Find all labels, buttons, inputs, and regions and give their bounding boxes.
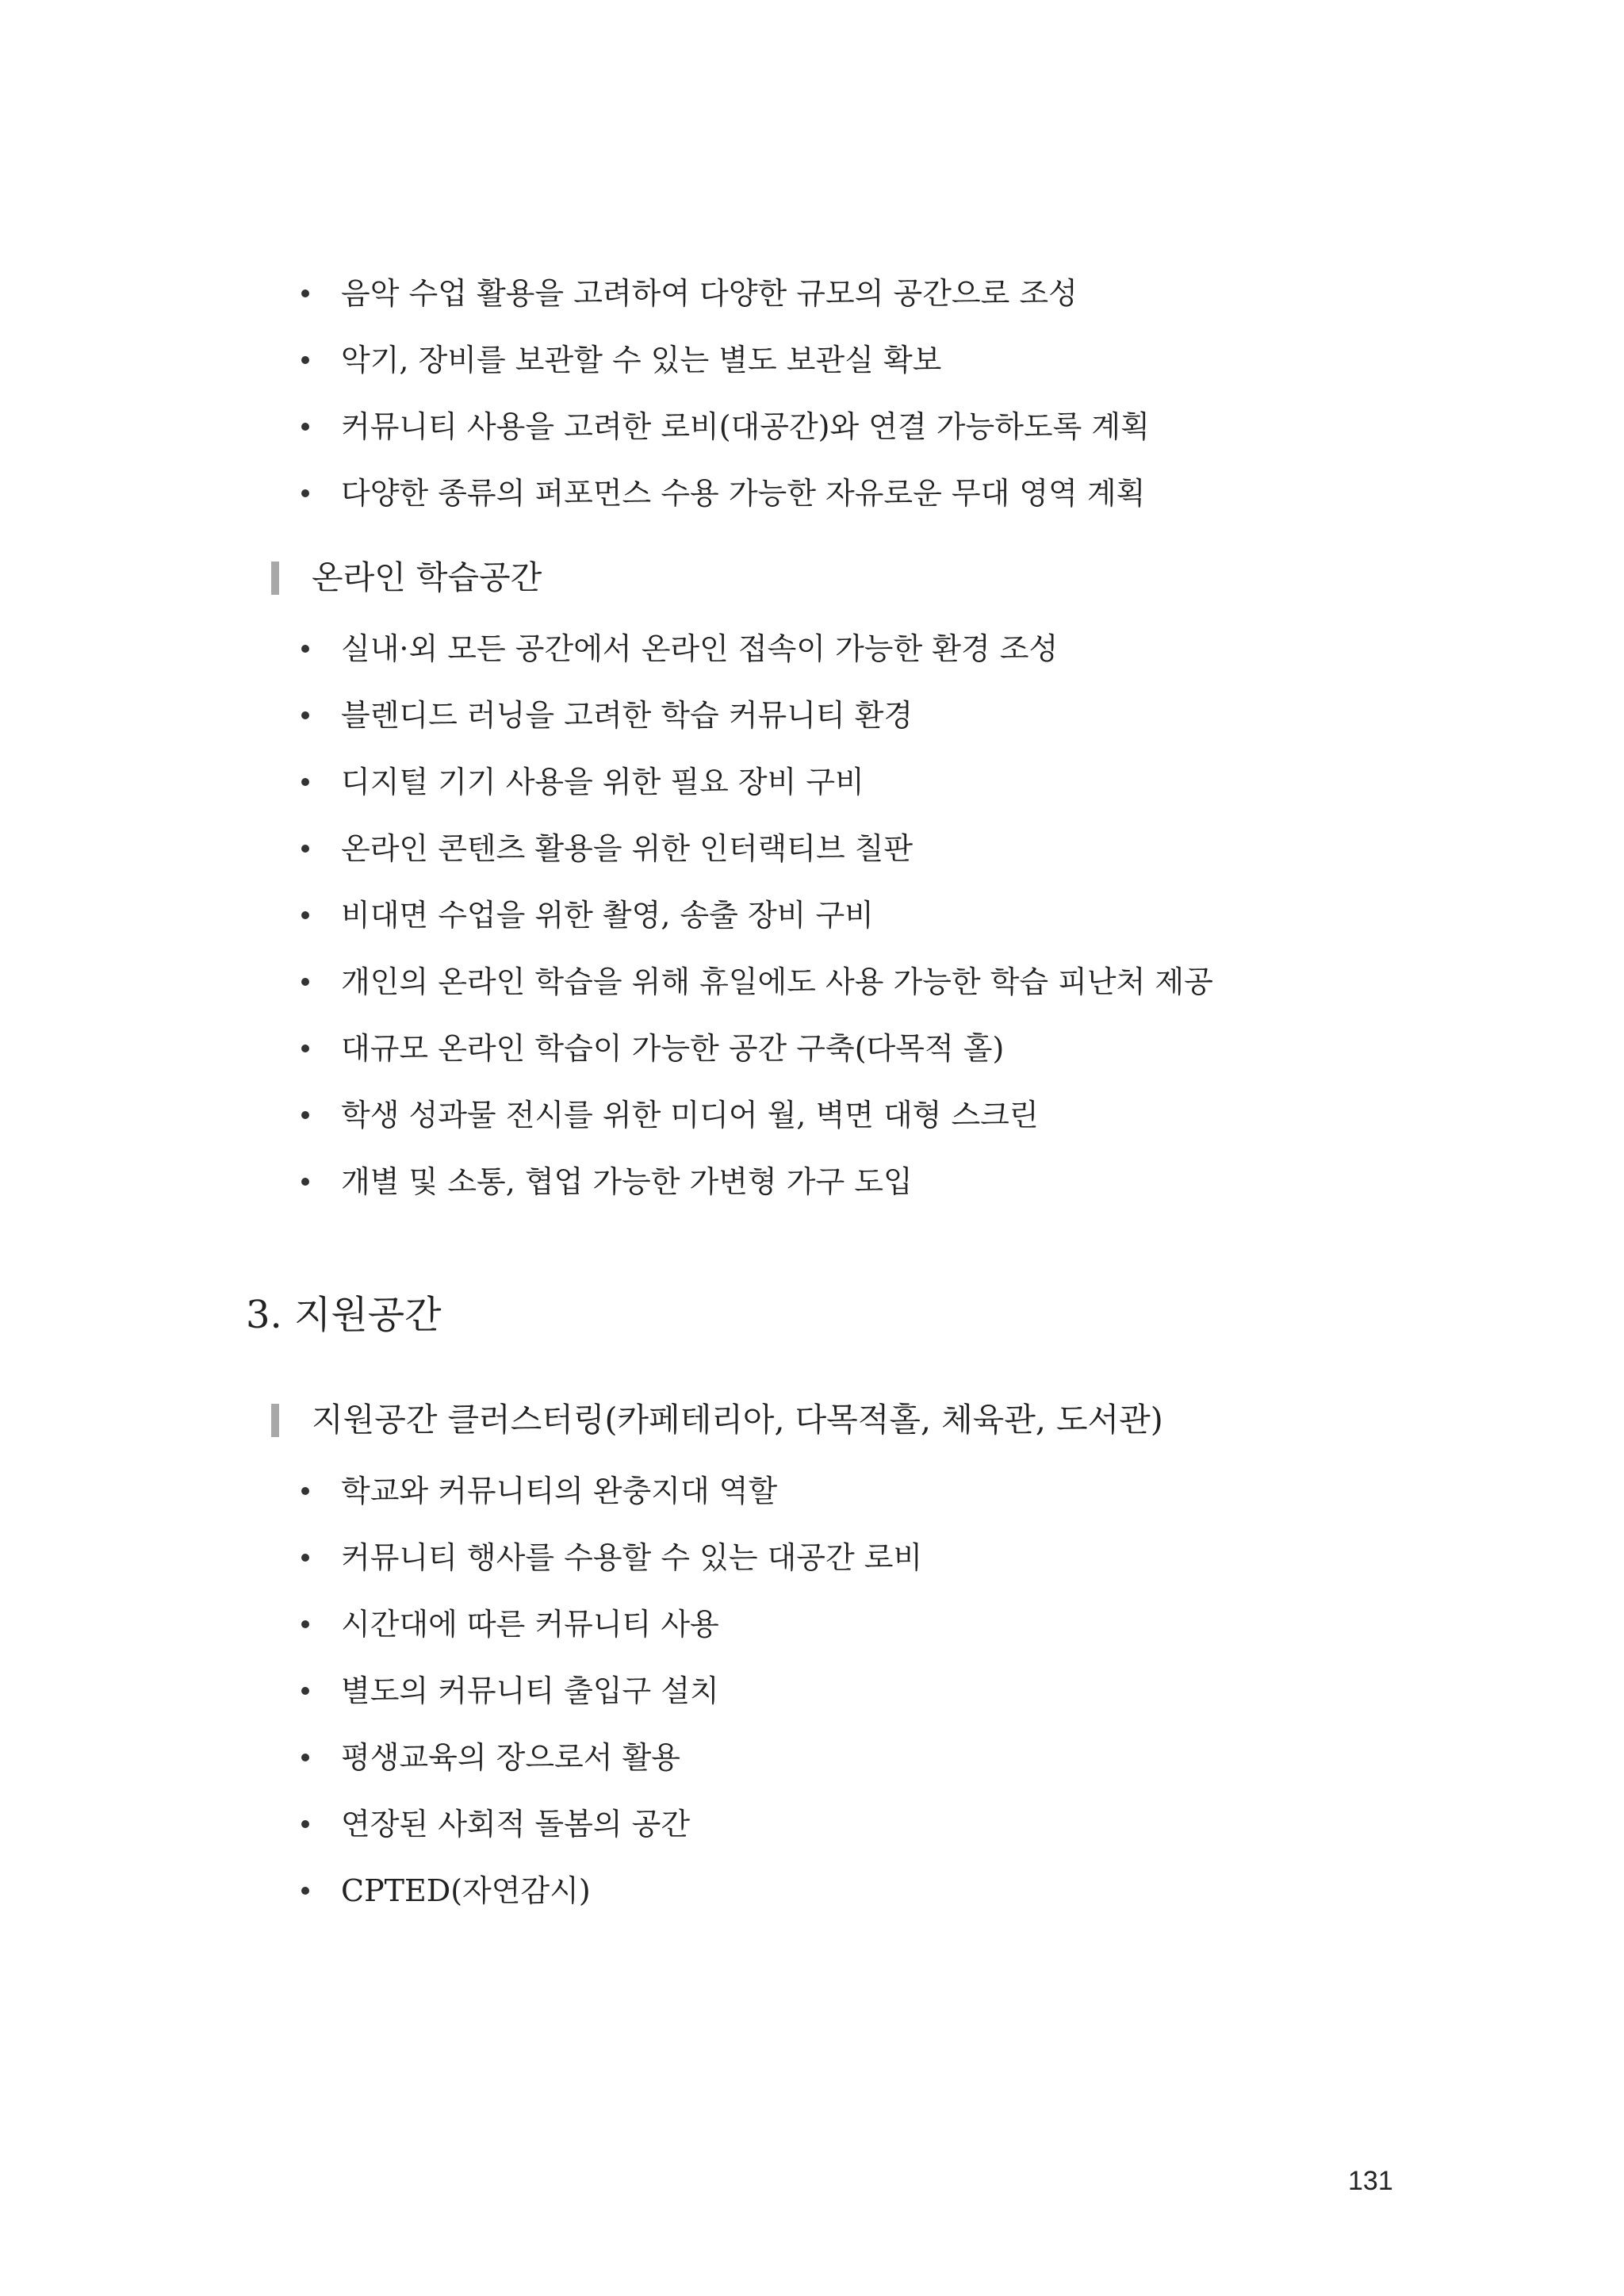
list-item-text: 악기, 장비를 보관할 수 있는 별도 보관실 확보 <box>341 343 942 378</box>
section-heading: 3. 지원공간 <box>246 1293 442 1337</box>
subheading-text: 온라인 학습공간 <box>312 558 542 596</box>
bullet-icon <box>301 845 309 853</box>
subheading-support-clustering <box>0 1382 1624 1458</box>
list-item <box>0 882 1624 949</box>
list-item <box>0 1082 1624 1148</box>
list-item-text: 음악 수업 활용을 고려하여 다양한 규모의 공간으로 조성 <box>341 276 1078 311</box>
subheading-bar-icon <box>271 1404 279 1437</box>
bullet-icon <box>301 1687 309 1695</box>
online-learning-block <box>0 539 1624 1215</box>
list-item-text: 대규모 온라인 학습이 가능한 공간 구축(다목적 홀) <box>341 1031 1005 1066</box>
list-item <box>0 1658 1624 1724</box>
list-item-text: 연장된 사회적 돌봄의 공간 <box>341 1807 691 1842</box>
bullet-icon <box>301 1820 309 1828</box>
bullet-icon <box>301 1554 309 1562</box>
page-number: 131 <box>1348 2166 1393 2196</box>
bullet-icon <box>301 1754 309 1761</box>
list-item-text: 블렌디드 러닝을 고려한 학습 커뮤니티 환경 <box>341 698 914 733</box>
list-item <box>0 1015 1624 1082</box>
list-item <box>0 749 1624 815</box>
bullet-icon <box>301 1111 309 1119</box>
bullet-icon <box>301 489 309 497</box>
top-bullet-list <box>0 260 1624 527</box>
bullet-icon <box>301 778 309 786</box>
list-item <box>0 260 1624 327</box>
list-item <box>0 393 1624 460</box>
bullet-icon <box>301 289 309 297</box>
list-item-text: CPTED(자연감시) <box>341 1873 591 1908</box>
list-item-text: 디지털 기기 사용을 위한 필요 장비 구비 <box>341 765 864 799</box>
list-item-text: 다양한 종류의 퍼포먼스 수용 가능한 자유로운 무대 영역 계획 <box>341 476 1146 511</box>
list-item <box>0 1148 1624 1215</box>
bullet-icon <box>301 911 309 919</box>
list-item-text: 시간대에 따른 커뮤니티 사용 <box>341 1607 719 1642</box>
list-item <box>0 949 1624 1015</box>
list-item-text: 개인의 온라인 학습을 위해 휴일에도 사용 가능한 학습 피난처 제공 <box>341 964 1213 999</box>
list-item <box>0 1591 1624 1658</box>
list-item-text: 실내·외 모든 공간에서 온라인 접속이 가능한 환경 조성 <box>341 631 1059 666</box>
list-item-text: 학생 성과물 전시를 위한 미디어 월, 벽면 대형 스크린 <box>341 1098 1039 1133</box>
list-item-text: 별도의 커뮤니티 출입구 설치 <box>341 1673 719 1708</box>
list-item <box>0 815 1624 882</box>
bullet-icon <box>301 978 309 986</box>
list-item <box>0 1458 1624 1524</box>
list-item-text: 커뮤니티 사용을 고려한 로비(대공간)와 연결 가능하도록 계획 <box>341 409 1150 444</box>
cluster-bullet-list <box>0 1458 1624 1924</box>
bullet-icon <box>301 1887 309 1895</box>
list-item <box>0 1857 1624 1924</box>
list-item <box>0 327 1624 393</box>
bullet-icon <box>301 1487 309 1495</box>
bullet-icon <box>301 711 309 719</box>
subheading-online-learning <box>0 539 1624 615</box>
top-bullet-block <box>0 260 1624 527</box>
bullet-icon <box>301 1620 309 1628</box>
list-item <box>0 1791 1624 1857</box>
list-item-text: 커뮤니티 행사를 수용할 수 있는 대공간 로비 <box>341 1540 923 1575</box>
bullet-icon <box>301 645 309 653</box>
list-item <box>0 615 1624 682</box>
bullet-icon <box>301 356 309 364</box>
bullet-icon <box>301 1178 309 1186</box>
bullet-icon <box>301 423 309 431</box>
support-space-block <box>0 1382 1624 1924</box>
subheading-text: 지원공간 클러스터링(카페테리아, 다목적홀, 체육관, 도서관) <box>312 1401 1163 1439</box>
list-item <box>0 1724 1624 1791</box>
list-item-text: 개별 및 소통, 협업 가능한 가변형 가구 도입 <box>341 1164 913 1199</box>
list-item <box>0 1524 1624 1591</box>
bullet-icon <box>301 1045 309 1052</box>
list-item-text: 평생교육의 장으로서 활용 <box>341 1740 680 1775</box>
list-item <box>0 682 1624 749</box>
list-item-text: 학교와 커뮤니티의 완충지대 역할 <box>341 1474 778 1508</box>
subheading-bar-icon <box>271 562 279 595</box>
list-item-text: 비대면 수업을 위한 촬영, 송출 장비 구비 <box>341 898 874 933</box>
list-item <box>0 460 1624 527</box>
online-bullet-list <box>0 615 1624 1215</box>
list-item-text: 온라인 콘텐츠 활용을 위한 인터랙티브 칠판 <box>341 831 914 866</box>
